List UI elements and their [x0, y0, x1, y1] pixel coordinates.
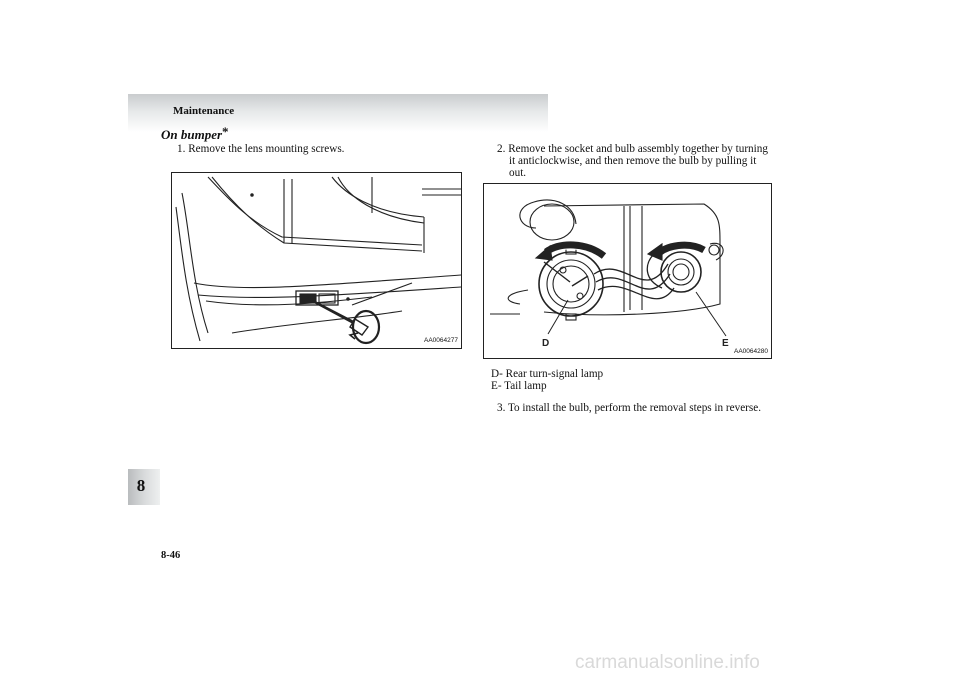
- lamp-socket-illustration: [484, 184, 771, 358]
- chapter-number: 8: [136, 476, 146, 495]
- step-2-line-2: it anticlockwise, and then remove the bulb by pulling it: [509, 155, 757, 167]
- optional-marker: *: [222, 124, 229, 139]
- figure-bumper-lens-screws: [171, 172, 462, 349]
- step-3: 3. To install the bulb, perform the removal steps in reverse.: [497, 402, 762, 414]
- section-title-text: On bumper: [161, 127, 223, 142]
- step-2: [497, 143, 770, 179]
- figure-code: AA0064277: [424, 337, 458, 344]
- watermark: carmanualsonline.info: [575, 652, 760, 673]
- step-2-line-1: 2. Remove the socket and bulb assembly together by turning: [497, 143, 768, 155]
- legend-item-d: D- Rear turn-signal lamp: [491, 368, 604, 380]
- section-title: [161, 124, 229, 143]
- page-number: 8-46: [161, 550, 181, 561]
- step-2-line-3: out.: [509, 167, 527, 179]
- callout-d: D: [542, 338, 550, 349]
- bumper-illustration: [172, 173, 461, 348]
- figure-socket-removal: [483, 183, 772, 359]
- chapter-tab: [128, 469, 160, 505]
- callout-legend: [491, 368, 603, 392]
- running-header: Maintenance: [173, 105, 235, 117]
- callout-e: E: [722, 338, 729, 349]
- step-1: 1. Remove the lens mounting screws.: [177, 143, 345, 155]
- figure-code: AA0064280: [734, 348, 768, 355]
- legend-item-e: E- Tail lamp: [491, 380, 547, 392]
